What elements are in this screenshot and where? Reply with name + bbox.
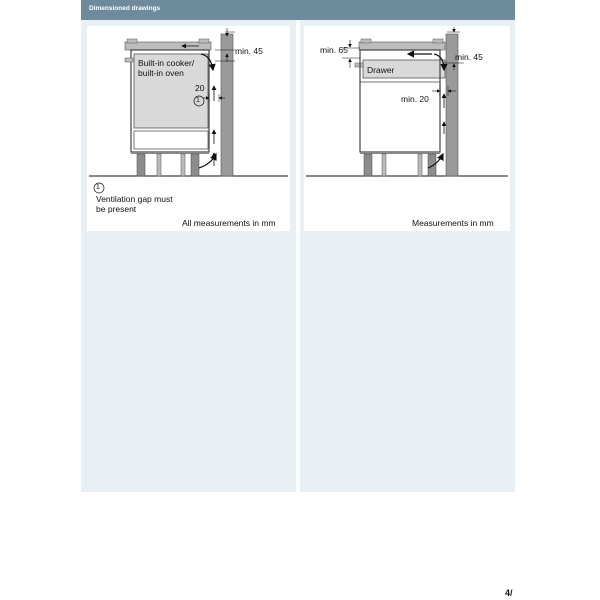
right-drawing-card (304, 26, 510, 231)
hob-knob (127, 39, 137, 43)
dim-min-45-label: min. 45 (235, 46, 263, 56)
hob-knob (361, 39, 371, 43)
cabinet-leg (382, 154, 386, 176)
page-number (505, 588, 513, 598)
section-header (81, 0, 515, 20)
note-marker-number: 1 (96, 184, 100, 191)
cabinet-leg (191, 154, 199, 176)
cabinet-leg (157, 154, 161, 176)
dim-min-20-label: min. 20 (401, 94, 429, 104)
cabinet-leg (418, 154, 422, 176)
section-title: Dimensioned drawings (89, 5, 161, 12)
hob-knob (199, 39, 209, 43)
ventilation-marker-number: 1 (196, 97, 200, 104)
page-number-value: 4 (505, 588, 511, 598)
appliance-label-line1: Built-in cooker/ (138, 58, 195, 68)
left-measurements-note: All measurements in mm (182, 218, 276, 228)
cabinet-leg (364, 154, 372, 176)
cabinet-leg (181, 154, 185, 176)
cabinet-leg (428, 154, 436, 176)
hob-knob (433, 39, 443, 43)
page-number-suffix: / (510, 588, 513, 598)
cabinet-leg (137, 154, 145, 176)
dim-gap-label: 20 (195, 83, 205, 93)
drawer-label: Drawer (367, 65, 395, 75)
worktop (359, 42, 445, 50)
dim-min-65-label: min. 65 (320, 45, 348, 55)
appliance-label-line2: built-in oven (138, 68, 184, 78)
note-line2: be present (96, 204, 137, 214)
note-line1: Ventilation gap must (96, 194, 173, 204)
dim-min-45-label: min. 45 (455, 52, 483, 62)
appliance-base (134, 131, 208, 149)
right-measurements-note: Measurements in mm (412, 218, 494, 228)
left-drawing-card (87, 26, 290, 231)
